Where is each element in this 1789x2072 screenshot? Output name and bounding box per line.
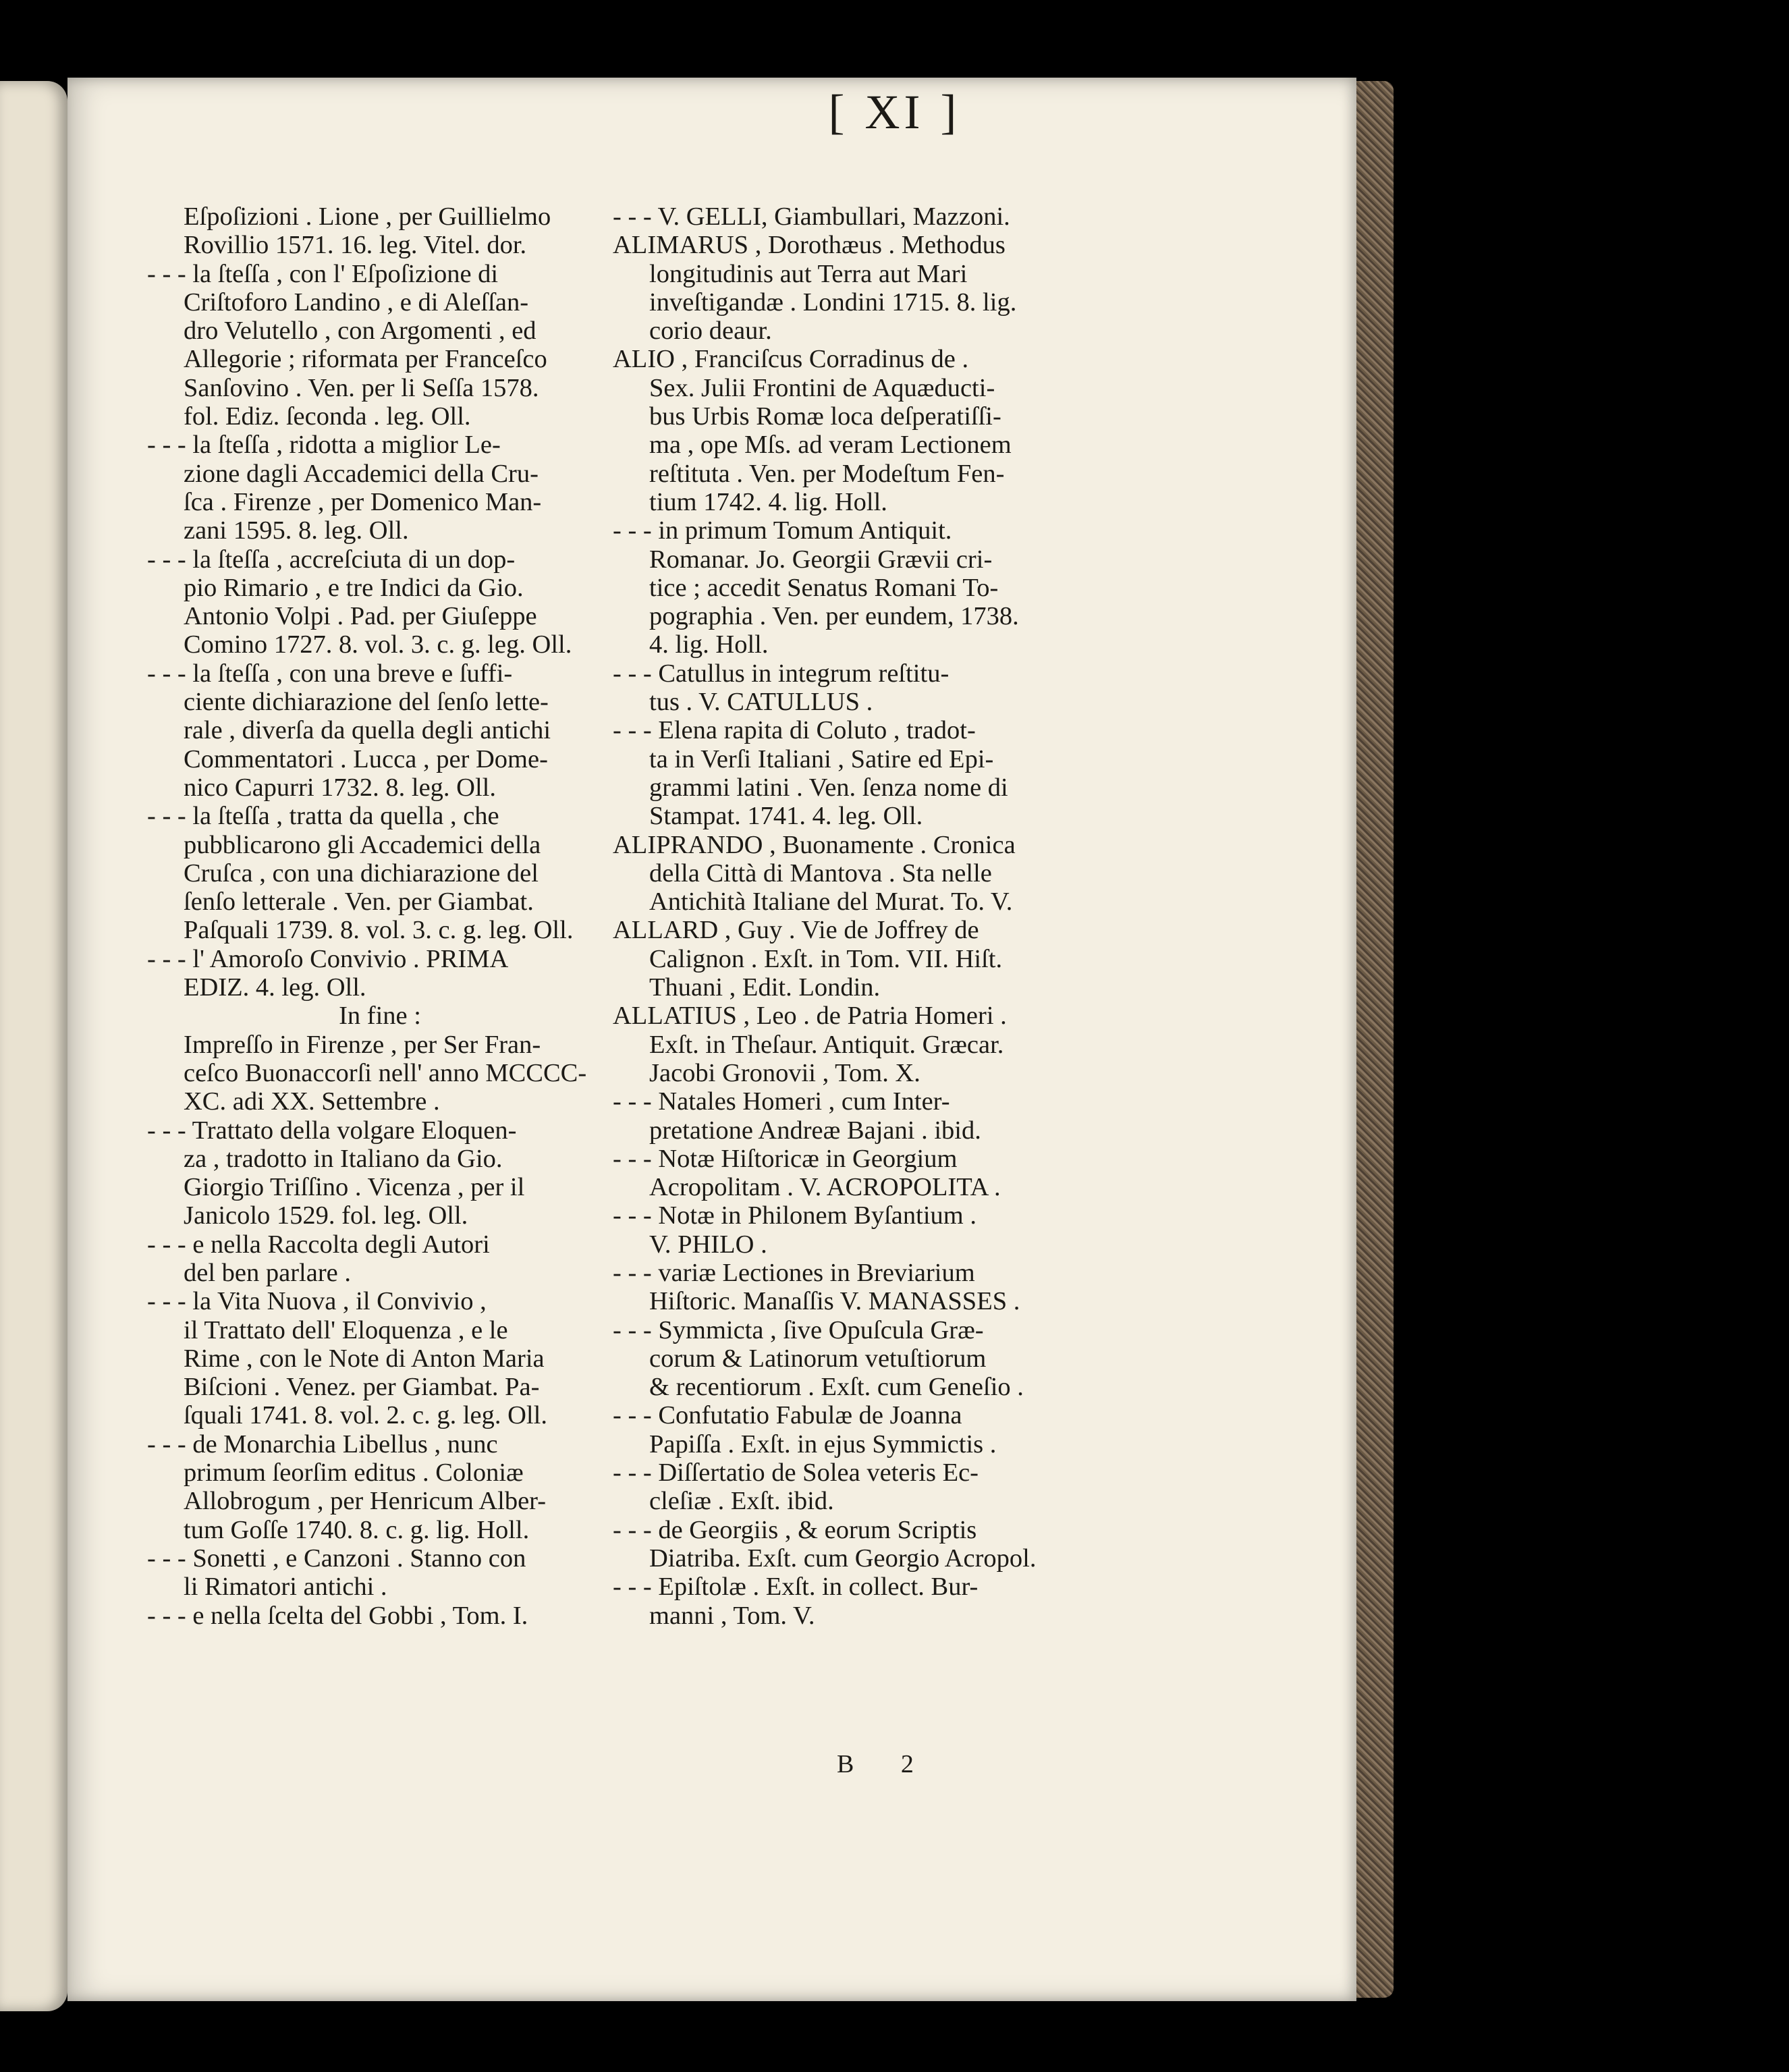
text-line: - - - la ſteſſa , tratta da quella , che	[147, 802, 499, 831]
text-line: Commentatori . Lucca , per Dome-	[184, 744, 548, 773]
page-header: [ XI ]	[828, 85, 961, 139]
text-line: nico Capurri 1732. 8. leg. Oll.	[184, 773, 496, 802]
text-line: li Rimatori antichi .	[184, 1573, 387, 1602]
text-line: Stampat. 1741. 4. leg. Oll.	[649, 802, 923, 831]
text-line: Rime , con le Note di Anton Maria	[184, 1344, 545, 1373]
text-line: ta in Verſi Italiani , Satire ed Epi-	[649, 744, 994, 773]
text-line: - - - V. GELLI, Giambullari, Mazzoni.	[613, 202, 1010, 231]
text-line: - - - Notæ in Philonem Byſantium .	[613, 1201, 976, 1230]
text-line: - - - Symmicta , ſive Opuſcula Græ-	[613, 1315, 984, 1344]
text-line: - - - de Monarchia Libellus , nunc	[147, 1429, 498, 1458]
text-line: Janicolo 1529. fol. leg. Oll.	[184, 1201, 468, 1230]
text-line: ALIO , Franciſcus Corradinus de .	[613, 345, 969, 374]
text-line: - - - la ſteſſa , accreſciuta di un dop-	[147, 545, 516, 574]
text-line: Rovillio 1571. 16. leg. Vitel. dor.	[184, 231, 527, 260]
text-line: - - - Epiſtolæ . Exſt. in collect. Bur-	[613, 1573, 979, 1602]
text-line: pographia . Ven. per eundem, 1738.	[649, 602, 1019, 631]
text-line: Allegorie ; riformata per Franceſco	[184, 345, 547, 374]
text-line: Sanſovino . Ven. per li Seſſa 1578.	[184, 373, 539, 402]
text-line: - - - la Vita Nuova , il Convivio ,	[147, 1287, 487, 1316]
text-line: - - - Catullus in integrum reſtitu-	[613, 659, 949, 688]
text-line: Allobrogum , per Henricum Alber-	[184, 1487, 547, 1516]
text-line: reſtituta . Ven. per Modeſtum Fen-	[649, 459, 1005, 488]
text-line: pio Rimario , e tre Indici da Gio.	[184, 573, 524, 602]
text-line: - - - Confutatio Fabulæ de Joanna	[613, 1401, 962, 1430]
text-line: grammi latini . Ven. ſenza nome di	[649, 773, 1008, 802]
text-line: corio deaur.	[649, 317, 772, 346]
text-line: il Trattato dell' Eloquenza , e le	[184, 1315, 508, 1344]
text-line: Giorgio Triſſino . Vicenza , per il	[184, 1173, 525, 1202]
text-line: - - - Notæ Hiſtoricæ in Georgium	[613, 1144, 958, 1173]
text-line: Antonio Volpi . Pad. per Giuſeppe	[184, 602, 537, 631]
text-line: - - - Elena rapita di Coluto , tradot-	[613, 716, 976, 745]
text-line: EDIZ. 4. leg. Oll.	[184, 973, 366, 1002]
text-line: - - - de Georgiis , & eorum Scriptis	[613, 1515, 977, 1544]
text-line: - - - la ſteſſa , con una breve e ſuffi-	[147, 659, 513, 688]
text-line: Cruſca , con una dichiarazione del	[184, 858, 539, 888]
text-line: zani 1595. 8. leg. Oll.	[184, 516, 409, 545]
right-column	[613, 202, 1078, 1630]
text-line: ALIMARUS , Dorothæus . Methodus	[613, 231, 1006, 260]
text-line: zione dagli Accademici della Cru-	[184, 459, 539, 488]
text-line: Jacobi Gronovii , Tom. X.	[649, 1058, 920, 1087]
left-column	[147, 202, 613, 1630]
text-line: bus Urbis Romæ loca deſperatiſſi-	[649, 402, 1001, 431]
text-line: Eſpoſizioni . Lione , per Guillielmo	[184, 202, 551, 231]
text-line: dro Velutello , con Argomenti , ed	[184, 317, 536, 346]
text-line: corum & Latinorum vetuſtiorum	[649, 1344, 987, 1373]
text-line: Antichità Italiane del Murat. To. V.	[649, 888, 1013, 917]
text-line: ALLARD , Guy . Vie de Joffrey de	[613, 916, 979, 945]
text-line: - - - la ſteſſa , ridotta a miglior Le-	[147, 431, 501, 460]
text-line: Diatriba. Exſt. cum Georgio Acropol.	[649, 1544, 1037, 1573]
text-line: - - - la ſteſſa , con l' Eſpoſizione di	[147, 259, 499, 288]
text-line: In fine :	[339, 1002, 421, 1031]
text-line: tum Goſſe 1740. 8. c. g. lig. Holl.	[184, 1515, 530, 1544]
text-line: Calignon . Exſt. in Tom. VII. Hiſt.	[649, 944, 1003, 973]
text-line: - - - Diſſertatio de Solea veteris Ec-	[613, 1458, 979, 1488]
text-line: ma , ope Mſs. ad veram Lectionem	[649, 431, 1012, 460]
text-line: ALIPRANDO , Buonamente . Cronica	[613, 830, 1016, 859]
text-line: XC. adi XX. Settembre .	[184, 1087, 440, 1116]
text-line: - - - l' Amoroſo Convivio . PRIMA	[147, 944, 509, 973]
text-line: - - - variæ Lectiones in Breviarium	[613, 1258, 975, 1287]
text-line: Romanar. Jo. Georgii Grævii cri-	[649, 545, 993, 574]
text-line: - - - Natales Homeri , cum Inter-	[613, 1087, 950, 1116]
text-line: Hiſtoric. Manaſſis V. MANASSES .	[649, 1287, 1020, 1316]
text-line: Sex. Julii Frontini de Aquæducti-	[649, 373, 995, 402]
text-line: Comino 1727. 8. vol. 3. c. g. leg. Oll.	[184, 630, 572, 659]
text-line: 4. lig. Holl.	[649, 630, 769, 659]
text-line: Acropolitam . V. ACROPOLITA .	[649, 1173, 1001, 1202]
text-line: ALLATIUS , Leo . de Patria Homeri .	[613, 1002, 1007, 1031]
signature-mark: B 2	[837, 1750, 934, 1778]
book-fore-edge	[1356, 81, 1394, 1998]
text-line: pretatione Andreæ Bajani . ibid.	[649, 1116, 981, 1145]
text-line: Impreſſo in Firenze , per Ser Fran-	[184, 1030, 541, 1059]
text-line: Thuani , Edit. Londin.	[649, 973, 881, 1002]
text-line: Criſtoforo Landino , e di Aleſſan-	[184, 288, 529, 317]
text-line: pubblicarono gli Accademici della	[184, 830, 541, 859]
text-line: - - - Trattato della volgare Eloquen-	[147, 1116, 517, 1145]
text-line: za , tradotto in Italiano da Gio.	[184, 1144, 503, 1173]
text-line: longitudinis aut Terra aut Mari	[649, 259, 968, 288]
text-line: ceſco Buonaccorſi nell' anno MCCCC-	[184, 1058, 587, 1087]
text-line: tium 1742. 4. lig. Holl.	[649, 487, 887, 516]
text-line: tice ; accedit Senatus Romani To-	[649, 573, 999, 602]
text-line: cleſiæ . Exſt. ibid.	[649, 1487, 834, 1516]
text-line: fol. Ediz. ſeconda . leg. Oll.	[184, 402, 471, 431]
text-line: - - - e nella ſcelta del Gobbi , Tom. I.	[147, 1601, 528, 1630]
text-line: del ben parlare .	[184, 1258, 351, 1287]
text-line: Biſcioni . Venez. per Giambat. Pa-	[184, 1373, 540, 1402]
text-line: ciente dichiarazione del ſenſo lette-	[184, 688, 549, 717]
text-line: manni , Tom. V.	[649, 1601, 815, 1630]
text-line: inveſtigandæ . Londini 1715. 8. lig.	[649, 288, 1017, 317]
text-line: tus . V. CATULLUS .	[649, 688, 873, 717]
text-line: primum ſeorſim editus . Coloniæ	[184, 1458, 524, 1488]
text-line: Papiſſa . Exſt. in ejus Symmictis .	[649, 1429, 997, 1458]
text-line: & recentiorum . Exſt. cum Geneſio .	[649, 1373, 1024, 1402]
text-line: - - - in primum Tomum Antiquit.	[613, 516, 952, 545]
text-line: Paſquali 1739. 8. vol. 3. c. g. leg. Oll.	[184, 916, 574, 945]
text-line: ſquali 1741. 8. vol. 2. c. g. leg. Oll.	[184, 1401, 547, 1430]
text-line: - - - Sonetti , e Canzoni . Stanno con	[147, 1544, 526, 1573]
text-line: della Città di Mantova . Sta nelle	[649, 858, 992, 888]
text-line: V. PHILO .	[649, 1230, 767, 1259]
text-line: ſca . Firenze , per Domenico Man-	[184, 487, 542, 516]
text-line: rale , diverſa da quella degli antichi	[184, 716, 551, 745]
left-page-edge	[0, 81, 67, 2011]
text-line: - - - e nella Raccolta degli Autori	[147, 1230, 490, 1259]
text-line: Exſt. in Theſaur. Antiquit. Græcar.	[649, 1030, 1004, 1059]
text-line: ſenſo letterale . Ven. per Giambat.	[184, 888, 534, 917]
